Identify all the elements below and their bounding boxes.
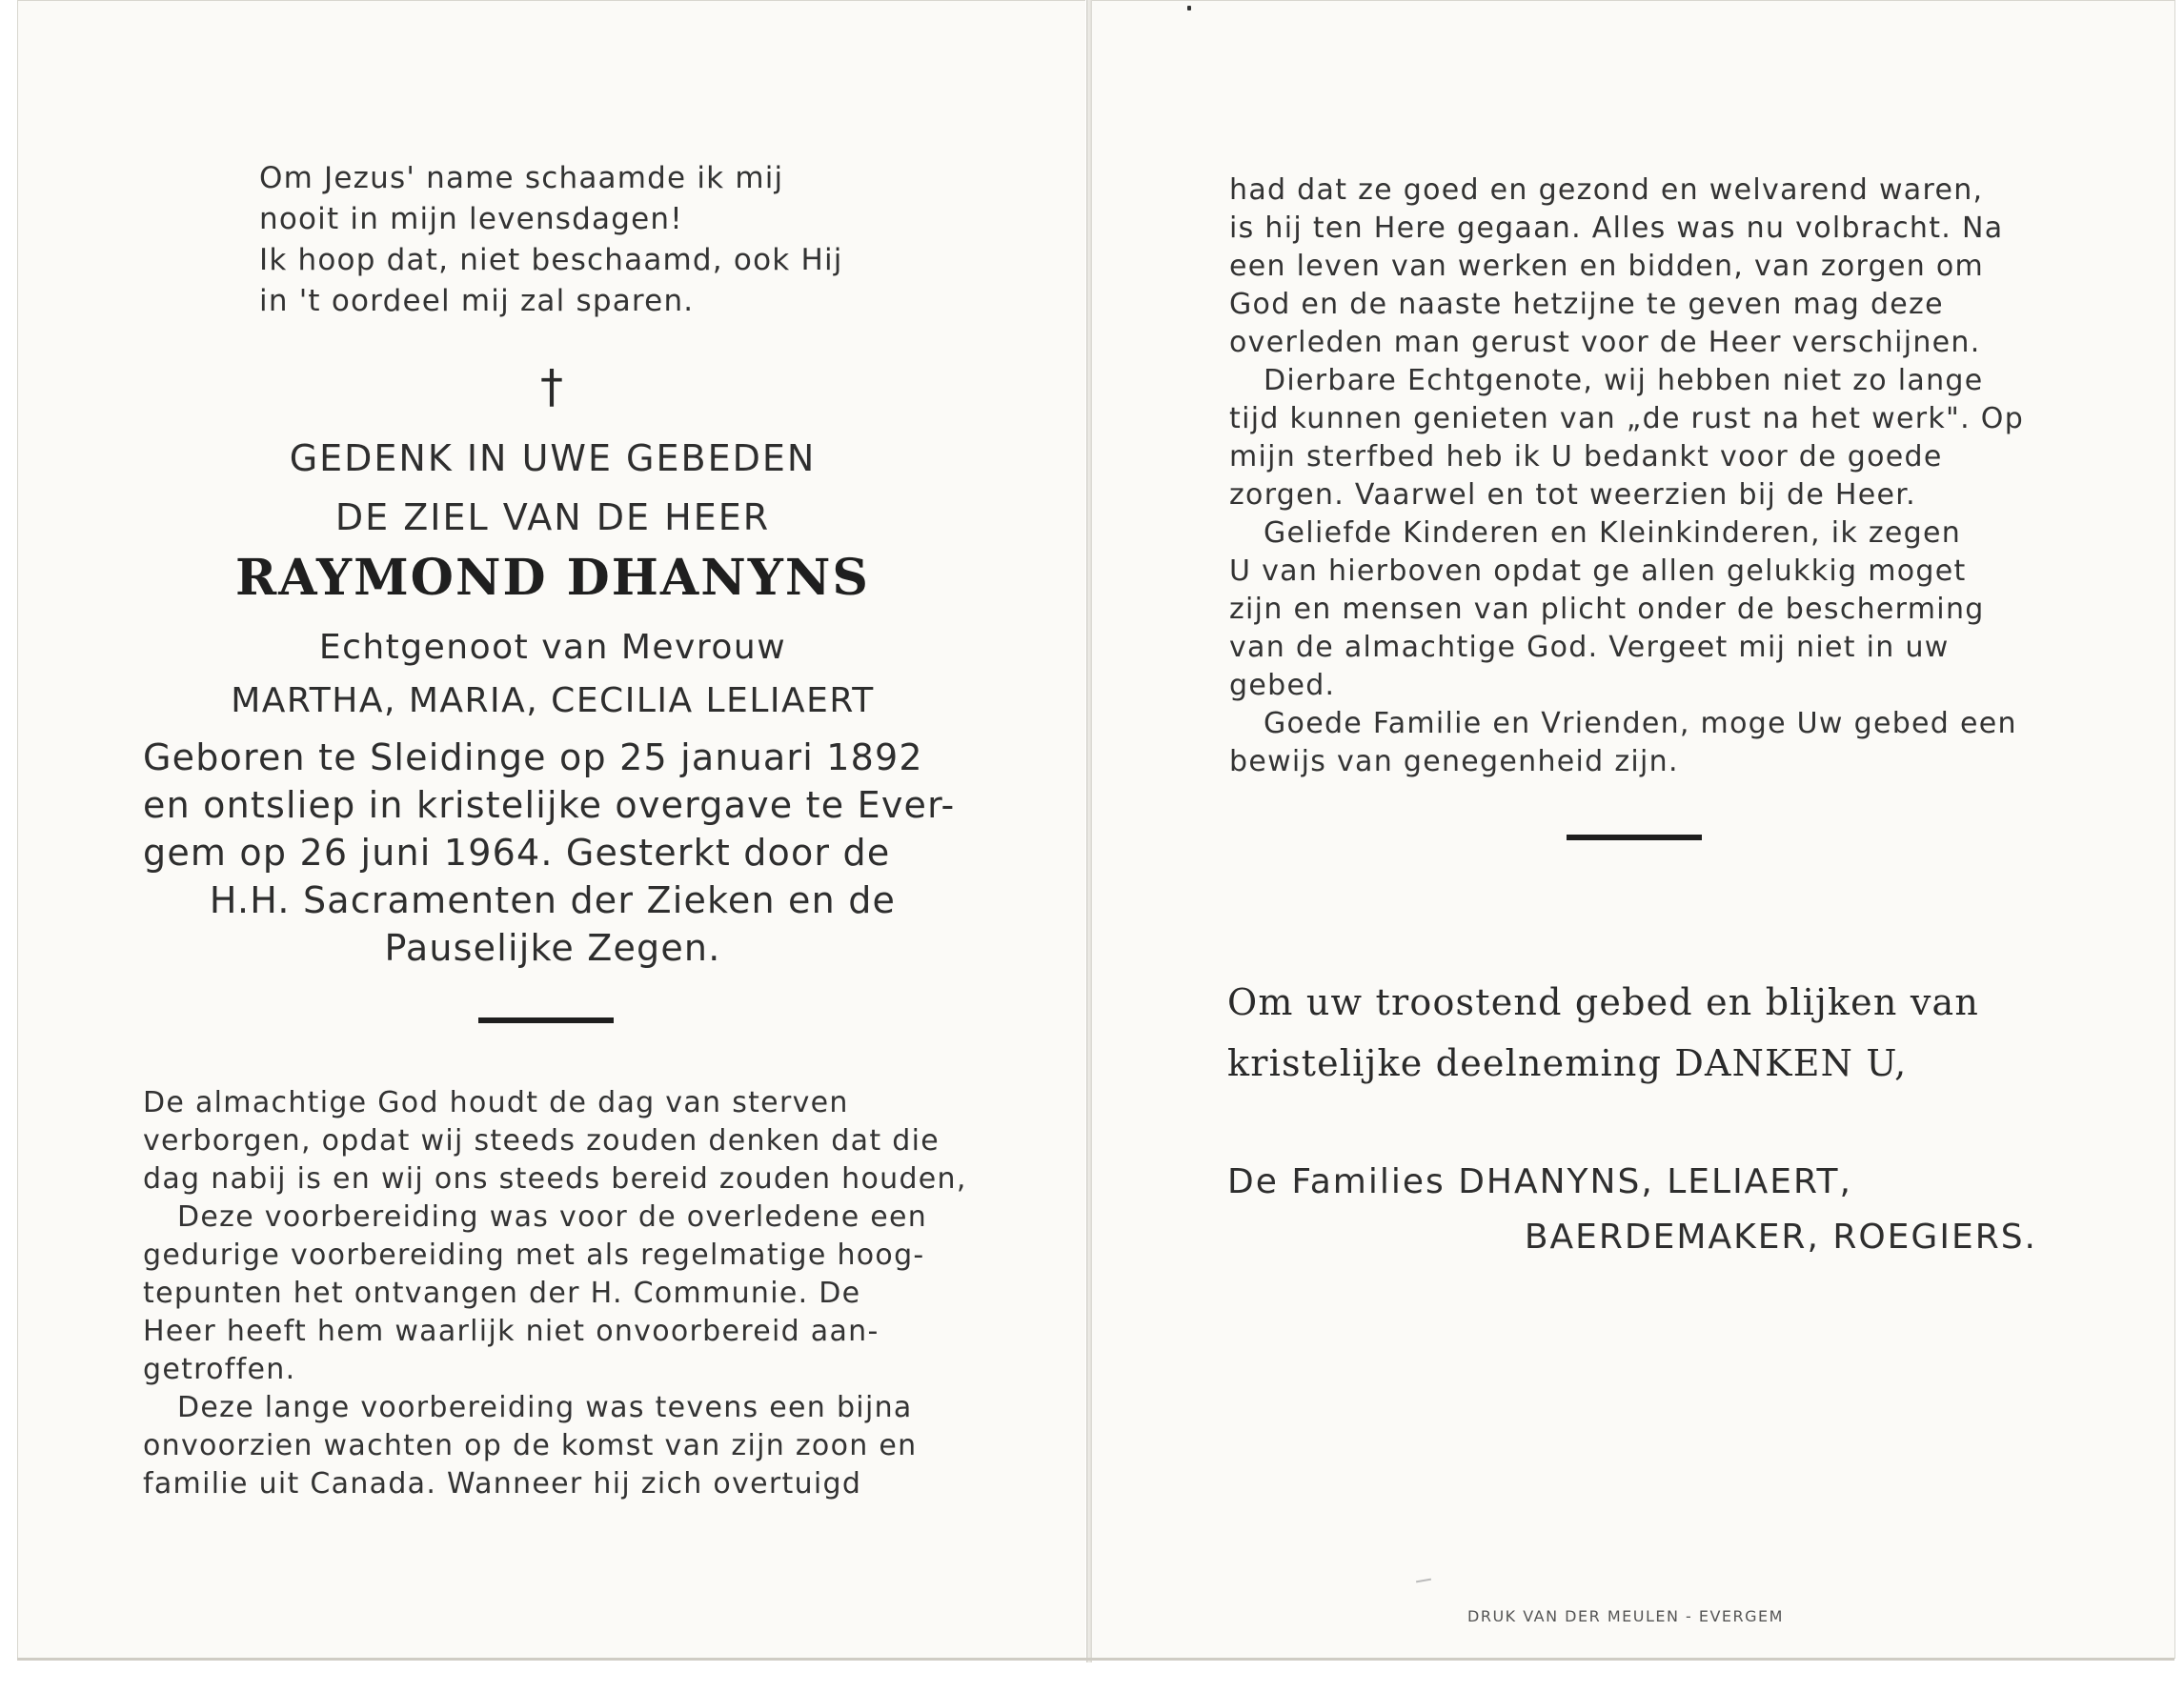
text-line: Heer heeft hem waarlijk niet onvoorbereid aan- xyxy=(143,1315,880,1348)
text-line: had dat ze goed en gezond en welvarend waren, xyxy=(1229,173,1984,207)
text-line: dag nabij is en wij ons steeds bereid zouden houden, xyxy=(143,1162,967,1196)
card-bottom-edge xyxy=(17,1658,2174,1661)
text-line: gedurige voorbereiding met als regelmatige hoog- xyxy=(143,1239,925,1272)
text-line: Deze voorbereiding was voor de overledene een xyxy=(177,1200,928,1234)
text-line: tepunten het ontvangen der H. Communie. De xyxy=(143,1277,861,1310)
text-line: van de almachtige God. Vergeet mij niet in uw xyxy=(1229,631,1950,664)
text-line: is hij ten Here gegaan. Alles was nu volbracht. Na xyxy=(1229,212,2004,245)
thanks-line: kristelijke deelneming DANKEN U, xyxy=(1227,1042,1908,1084)
families-line: De Families DHANYNS, LELIAERT, xyxy=(1227,1162,1852,1201)
bio-line: Geboren te Sleidinge op 25 januari 1892 xyxy=(143,736,923,778)
spouse-name: MARTHA, MARIA, CECILIA LELIAERT xyxy=(231,681,875,720)
text-line: bewijs van genegenheid zijn. xyxy=(1229,745,1679,778)
bio-line: gem op 26 juni 1964. Gesterkt door de xyxy=(143,832,891,874)
text-line: zijn en mensen van plicht onder de bescherming xyxy=(1229,593,1985,626)
poem-line: in 't oordeel mij zal sparen. xyxy=(259,284,695,318)
text-line: tijd kunnen genieten van „de rust na het werk". Op xyxy=(1229,402,2025,435)
bio-line: en ontsliep in kristelijke overgave te Ever- xyxy=(143,784,956,826)
page-fold xyxy=(1086,0,1092,1662)
thanks-message xyxy=(1227,972,2039,1094)
text-line: Dierbare Echtgenote, wij hebben niet zo lange xyxy=(1264,364,1984,397)
text-line: U van hierboven opdat ge allen gelukkig moget xyxy=(1229,554,1967,588)
printer-credit: DRUK VAN DER MEULEN - EVERGEM xyxy=(1467,1607,1784,1625)
text-line: Geliefde Kinderen en Kleinkinderen, ik zegen xyxy=(1264,516,1962,550)
families-line: BAERDEMAKER, ROEGIERS. xyxy=(1524,1218,2037,1257)
divider-rule xyxy=(478,1017,614,1023)
biography xyxy=(143,734,962,972)
text-line: overleden man gerust voor de Heer verschijnen. xyxy=(1229,326,1981,359)
text-line: Deze lange voorbereiding was tevens een bijna xyxy=(177,1391,913,1424)
reflection-text xyxy=(143,1084,967,1503)
text-line: God en de naaste hetzijne te geven mag deze xyxy=(1229,288,1944,321)
deceased-name: RAYMOND DHANYNS xyxy=(235,549,870,607)
farewell-text xyxy=(1229,171,2045,781)
poem-line: nooit in mijn levensdagen! xyxy=(259,202,683,236)
text-line: mijn sterfbed heb ik U bedankt voor de goede xyxy=(1229,440,1943,473)
text-line: getroffen. xyxy=(143,1353,296,1386)
text-line: een leven van werken en bidden, van zorgen om xyxy=(1229,250,1985,283)
text-line: gebed. xyxy=(1229,669,1336,702)
opening-poem xyxy=(259,158,843,322)
text-line: verborgen, opdat wij steeds zouden denken dat die xyxy=(143,1124,940,1158)
text-line: onvoorzien wachten op de komst van zijn zoon en xyxy=(143,1429,918,1462)
spouse-label: Echtgenoot van Mevrouw xyxy=(318,628,787,667)
text-line: familie uit Canada. Wanneer hij zich overtuigd xyxy=(143,1467,862,1501)
divider-rule xyxy=(1567,835,1702,840)
soul-heading: DE ZIEL VAN DE HEER xyxy=(334,496,771,538)
bio-line: H.H. Sacramenten der Zieken en de xyxy=(209,879,897,921)
poem-line: Om Jezus' name schaamde ik mij xyxy=(259,161,784,195)
text-line: De almachtige God houdt de dag van sterven xyxy=(143,1086,849,1119)
remembrance-heading: GEDENK IN UWE GEBEDEN xyxy=(289,437,817,479)
ink-speck xyxy=(1187,6,1191,10)
bio-line: Pauselijke Zegen. xyxy=(384,927,721,969)
text-line: zorgen. Vaarwel en tot weerzien bij de Heer. xyxy=(1229,478,1917,512)
poem-line: Ik hoop dat, niet beschaamd, ook Hij xyxy=(259,243,843,277)
cross-icon: † xyxy=(540,360,563,413)
thanks-line: Om uw troostend gebed en blijken van xyxy=(1227,981,1980,1023)
text-line: Goede Familie en Vrienden, moge Uw gebed een xyxy=(1264,707,2017,740)
family-signature xyxy=(1227,1155,2047,1265)
